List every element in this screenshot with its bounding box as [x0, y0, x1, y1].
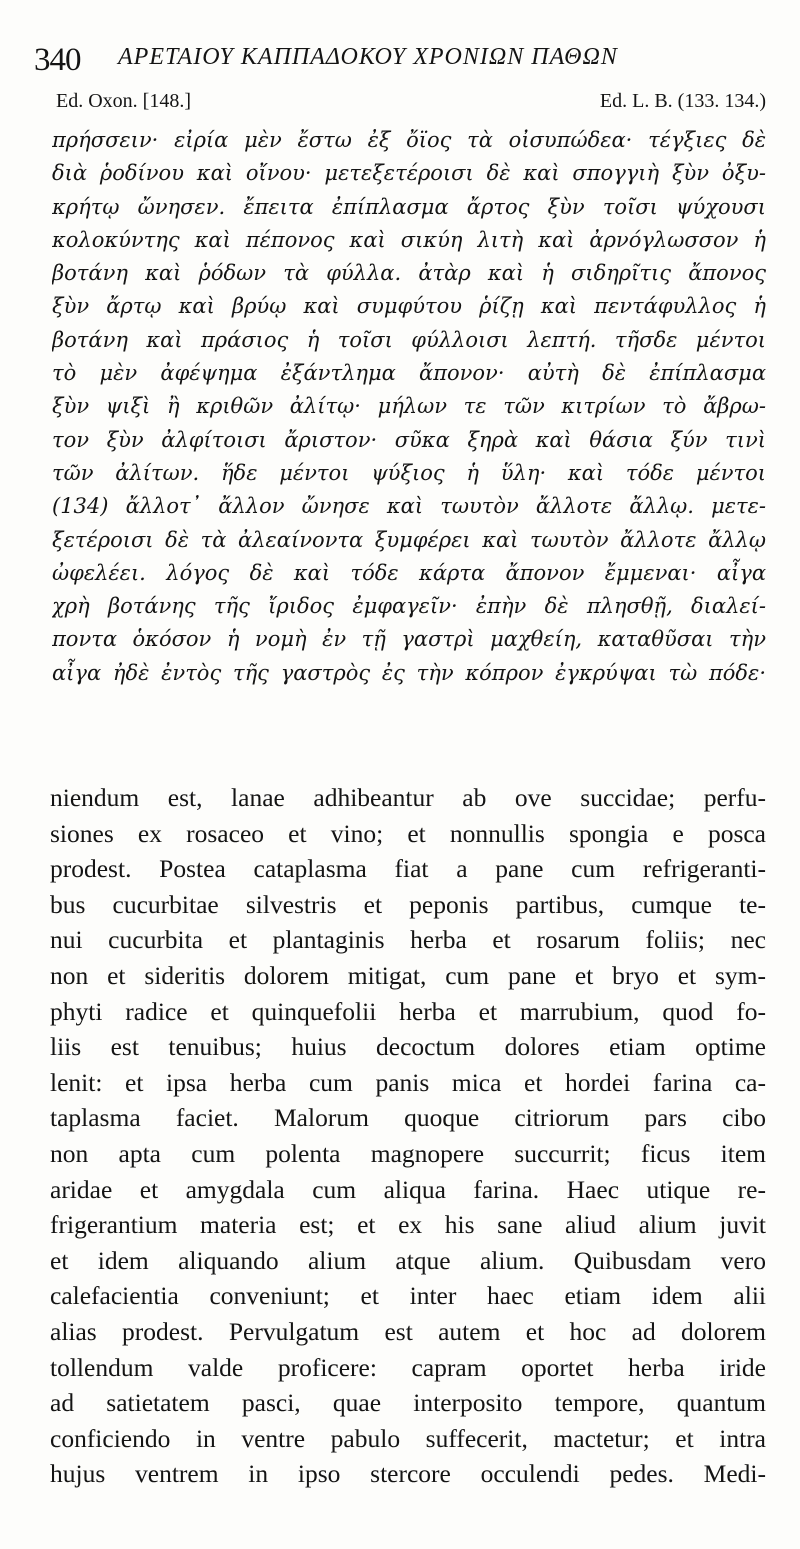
- greek-line: ξετέροισι δὲ τὰ ἀλεαίνοντα ξυμφέρει καὶ τωυτὸν ἄλλοτε ἄλλῳ: [52, 527, 766, 552]
- greek-line: ὠφελέει. λόγος δὲ καὶ τόδε κάρτα ἄπονον ἔμμεναι· αἶγα: [52, 560, 766, 585]
- latin-line: lenit: et ipsa herba cum panis mica et hordei farina ca-: [50, 1067, 766, 1097]
- greek-line: κρήτῳ ὤνησεν. ἔπειτα ἐπίπλασμα ἄρτος ξὺν τοῖσι ψύχουσι: [52, 194, 766, 219]
- page-header: [30, 34, 770, 82]
- latin-line: prodest. Postea cataplasma fiat a pane cum refrigeranti-: [50, 854, 766, 884]
- greek-line: αἶγα ἠδὲ ἐντὸς τῆς γαστρὸς ἐς τὴν κόπρον ἐγκρύψαι τὼ πόδε·: [52, 660, 766, 685]
- latin-line: phyti radice et quinquefolii herba et marrubium, quod fo-: [50, 996, 766, 1026]
- greek-line: ξὺν ψιξὶ ἢ κριθῶν ἀλίτῳ· μήλων τε τῶν κιτρίων τὸ ἄβρω-: [52, 394, 766, 419]
- page-number: 340: [34, 42, 81, 78]
- latin-line: taplasma faciet. Malorum quoque citriorum pars cibo: [50, 1103, 766, 1133]
- greek-line: ποντα ὁκόσον ἡ νομὴ ἐν τῇ γαστρὶ μαχθείη, καταθῦσαι τὴν: [52, 627, 766, 652]
- latin-line: bus cucurbitae silvestris et peponis partibus, cumque te-: [50, 889, 766, 919]
- greek-line: διὰ ῥοδίνου καὶ οἴνου· μετεξετέροισι δὲ καὶ σπογγιὴ ξὺν ὀξυ-: [52, 161, 766, 186]
- latin-line: ad satietatem pasci, quae interposito tempore, quantum: [50, 1388, 766, 1418]
- latin-line: tollendum valde proficere: capram oportet herba iride: [50, 1352, 766, 1382]
- greek-text-block: [52, 124, 766, 690]
- latin-line: et idem aliquando alium atque alium. Quibusdam vero: [50, 1245, 766, 1275]
- greek-line: (134) ἄλλοτ᾽ ἄλλον ὤνησε καὶ τωυτὸν ἄλλοτε ἄλλῳ. μετε-: [52, 494, 766, 519]
- latin-line: frigerantium materia est; et ex his sane aliud alium juvit: [50, 1210, 766, 1240]
- greek-line: τον ξὺν ἀλφίτοισι ἄριστον· σῦκα ξηρὰ καὶ θάσια ξύν τινὶ: [52, 427, 766, 452]
- greek-line: βοτάνη καὶ ῥόδων τὰ φύλλα. ἀτὰρ καὶ ἡ σιδηρῖτις ἄπονος: [52, 261, 766, 286]
- edition-reference-lb: Ed. L. B. (133. 134.): [599, 90, 766, 112]
- greek-line: τὸ μὲν ἀφέψημα ἐξάντλημα ἄπονον· αὐτὴ δὲ ἐπίπλασμα: [52, 361, 766, 386]
- latin-line: hujus ventrem in ipso stercore occulendi pedes. Medi-: [50, 1459, 766, 1489]
- greek-line: χρὴ βοτάνης τῆς ἴριδος ἐμφαγεῖν· ἐπὴν δὲ πλησθῇ, διαλεί-: [52, 594, 766, 619]
- latin-line: calefacientia conveniunt; et inter haec etiam idem alii: [50, 1281, 766, 1311]
- latin-line: niendum est, lanae adhibeantur ab ove succidae; perfu-: [50, 783, 766, 812]
- latin-line: non apta cum polenta magnopere succurrit; ficus item: [50, 1138, 766, 1168]
- greek-line: ξὺν ἄρτῳ καὶ βρύῳ καὶ συμφύτου ῥίζῃ καὶ πεντάφυλλος ἡ: [52, 294, 766, 319]
- latin-text-block: [50, 780, 766, 1492]
- greek-line: βοτάνη καὶ πράσιος ἡ τοῖσι φύλλοισι λεπτή. τῆσδε μέντοι: [52, 327, 766, 352]
- latin-line: nui cucurbita et plantaginis herba et rosarum foliis; nec: [50, 925, 766, 955]
- latin-line: liis est tenuibus; huius decoctum dolores etiam optime: [50, 1032, 766, 1062]
- edition-reference-oxford: Ed. Oxon. [148.]: [56, 90, 191, 112]
- greek-line: πρήσσειν· εἰρία μὲν ἔστω ἐξ ὄϊος τὰ οἰσυπώδεα· τέγξιες δὲ: [52, 128, 766, 152]
- running-title: ΑΡΕΤΑΙΟΥ ΚΑΠΠΑΔΟΚΟΥ ΧΡΟΝΙΩΝ ΠΑΘΩΝ: [118, 44, 618, 70]
- latin-line: aridae et amygdala cum aliqua farina. Haec utique re-: [50, 1174, 766, 1204]
- edition-references: [30, 88, 770, 118]
- latin-line: conficiendo in ventre pabulo suffecerit, mactetur; et intra: [50, 1423, 766, 1453]
- greek-line: τῶν ἀλίτων. ἥδε μέντοι ψύξιος ἡ ὕλη· καὶ τόδε μέντοι: [52, 460, 766, 485]
- latin-line: non et sideritis dolorem mitigat, cum pane et bryo et sym-: [50, 960, 766, 990]
- latin-line: siones ex rosaceo et vino; et nonnullis spongia e posca: [50, 818, 766, 848]
- latin-line: alias prodest. Pervulgatum est autem et hoc ad dolorem: [50, 1316, 766, 1346]
- greek-line: κολοκύντης καὶ πέπονος καὶ σικύη λιτὴ καὶ ἀρνόγλωσσον ἡ: [52, 227, 766, 252]
